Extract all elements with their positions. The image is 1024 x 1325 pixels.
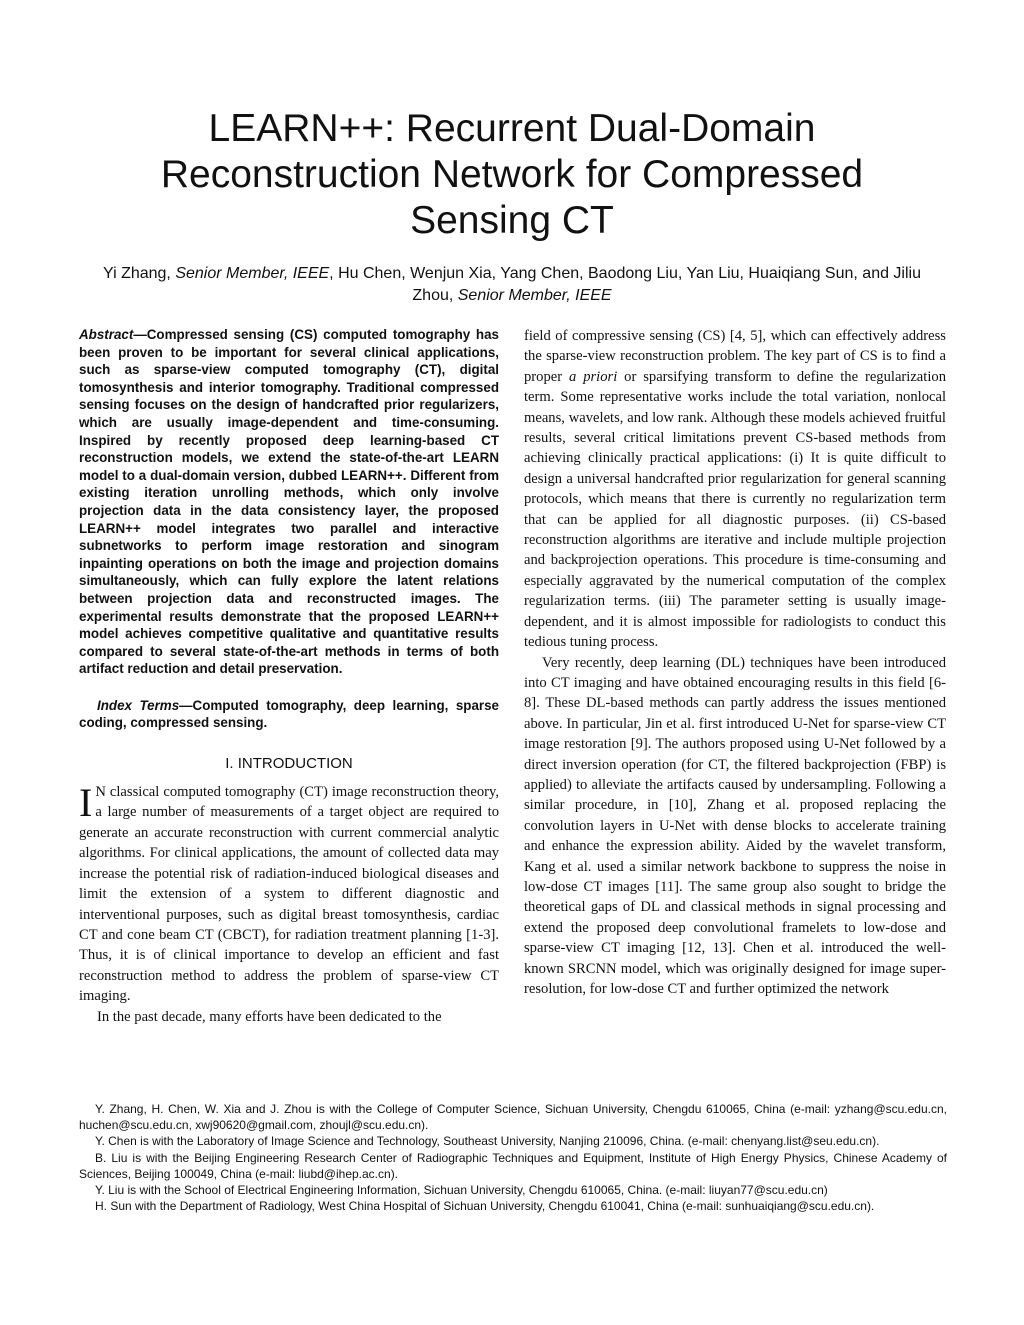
right-paragraph-1-italic: a priori — [569, 368, 618, 385]
footnote-3: B. Liu is with the Beijing Engineering Research Center of Radiographic Techniques and Equipment, Institute of High Energy Physics, Chinese Academy of Sciences, Beijing 100049, China (e-mail: liubd@ihep.ac.cn). — [79, 1150, 947, 1181]
left-column — [79, 326, 499, 1027]
paper-title: LEARN++: Recurrent Dual-Domain Reconstruction Network for Compressed Sensing CT — [160, 107, 864, 242]
right-paragraph-2: Very recently, deep learning (DL) techniques have been introduced into CT imaging and have obtained encouraging results in this field [6-8]. These DL-based methods can partly address the issues mentioned above. In particular, Jin et al. first introduced U-Net for sparse-view CT image restoration [9]. The authors proposed using U-Net followed by a direct inversion operation (for CT, the filtered backprojection (FBP) is applied) to alleviate the artifacts caused by undersampling. Following a similar procedure, in [10], Zhang et al. proposed replacing the convolution layers in U-Net with dense blocks to accelerate training and enhance the expression ability. Aided by the wavelet transform, Kang et al. used a similar network backbone to suppress the noise in low-dose CT images [11]. The same group also sought to bridge the theoretical gaps of DL and classical methods in signal processing and extend the proposed deep convolutional framelets to low-dose and sparse-view CT imaging [12, 13]. Chen et al. introduced the well-known SRCNN model, which was originally designed for image super-resolution, for low-dose CT and further optimized the network — [524, 654, 946, 997]
index-terms-text: —Computed tomography, deep learning, sparse coding, compressed sensing. — [79, 697, 500, 731]
intro-paragraph-2: In the past decade, many efforts have been dedicated to the — [97, 1008, 442, 1025]
author-list — [90, 263, 934, 307]
index-terms — [79, 697, 499, 732]
index-terms-label: Index Terms — [97, 697, 180, 713]
author-names-2: , Hu Chen, Wenjun Xia, Yang Chen, Baodong Liu, Yan Liu, Huaiqiang Sun, and Jiliu Zhou, — [329, 265, 921, 304]
footnote-5: H. Sun with the Department of Radiology, West China Hospital of Sichuan University, Chengdu 610041, China (e-mail: sunhuaiqiang@scu.edu.cn). — [95, 1199, 875, 1214]
right-paragraph-1 — [524, 326, 946, 653]
right-paragraph-1-a: field of compressive sensing (CS) [4, 5], which can effectively address the sparse-view reconstruction problem. The key part of CS is to find a proper — [524, 328, 946, 385]
abstract — [79, 326, 499, 678]
footnote-4: Y. Liu is with the School of Electrical Engineering Information, Sichuan University, Chengdu 610065, China. (e-mail: liuyan77@scu.edu.cn) — [95, 1183, 828, 1198]
author-role-1: Senior Member, IEEE — [175, 265, 330, 282]
abstract-label: Abstract — [79, 327, 134, 342]
drop-cap: I — [79, 780, 93, 826]
footnote-1: Y. Zhang, H. Chen, W. Xia and J. Zhou is with the College of Computer Science, Sichuan University, Chengdu 610065, China (e-mail: yzhang@scu.edu.cn, huchen@scu.edu.cn, xwj90620@gmail.com, zhoujl@scu.edu.cn). — [79, 1102, 947, 1133]
right-column — [524, 326, 946, 999]
abstract-text: —Compressed sensing (CS) computed tomography has been proven to be important for several clinical applications, such as sparse-view computed tomography (CT), digital tomosynthesis and interior tomography. Traditional compressed sensing focuses on the design of handcrafted prior regularizers, which are usually image-dependent and time-consuming. Inspired by recently proposed deep learning-based CT reconstruction models, we extend the state-of-the-art LEARN model to a dual-domain version, dubbed LEARN++. Different from existing iteration unrolling methods, which only involve projection data in the data consistency layer, the proposed LEARN++ model integrates two parallel and interactive subnetworks to perform image restoration and sinogram inpainting operations on both the image and projection domains simultaneously, which can fully explore the latent relations between projection data and reconstructed images. The experimental results demonstrate that the proposed LEARN++ model achieves competitive qualitative and quantitative results compared to several state-of-the-art methods in terms of both artifact reduction and detail preservation. — [79, 327, 499, 677]
small-caps-start: N — [95, 784, 106, 801]
footnote-2: Y. Chen is with the Laboratory of Image Science and Technology, Southeast University, Nanjing 210096, China. (e-mail: chenyang.list@seu.edu.cn). — [95, 1134, 880, 1149]
intro-paragraph-1 — [79, 782, 499, 1006]
intro-paragraph-1-text: classical computed tomography (CT) image reconstruction theory, a large number of measurements of a target object are required to generate an accurate reconstruction with current commercial analytic algorithms. For clinical applications, the amount of collected data may increase the potential risk of radiation-induced biological diseases and limit the extension of a system to different diagnostic and interventional purposes, such as digital breast tomosynthesis, cardiac CT and cone beam CT (CBCT), for radiation treatment planning [1-3]. Thus, it is of clinical importance to develop an efficient and fast reconstruction method to address the problem of sparse-view CT imaging. — [79, 784, 499, 1005]
right-paragraph-1-b: or sparsifying transform to define the regularization term. Some representative works include the total variation, nonlocal means, wavelets, and low rank. Although these models achieved fruitful results, several critical limitations prevent CS-based methods from achieving clinically practical applications: (i) It is quite difficult to design a universal handcrafted prior regularization for general scanning protocols, which means that there is currently no regularization term that can be applied for all diagnostic purposes. (ii) CS-based reconstruction algorithms are iterative and include multiple projection and backprojection operations. This procedure is time-consuming and especially aggravated by the numerical computation of the complex regularization terms. (iii) The parameter setting is usually image-dependent, and it is almost impossible for radiologists to conduct this tedious tuning process. — [524, 368, 946, 651]
author-names-1: Yi Zhang, — [102, 265, 176, 282]
footnotes — [79, 1101, 947, 1214]
section-heading-introduction: I. INTRODUCTION — [225, 755, 353, 773]
author-role-2: Senior Member, IEEE — [457, 287, 612, 304]
